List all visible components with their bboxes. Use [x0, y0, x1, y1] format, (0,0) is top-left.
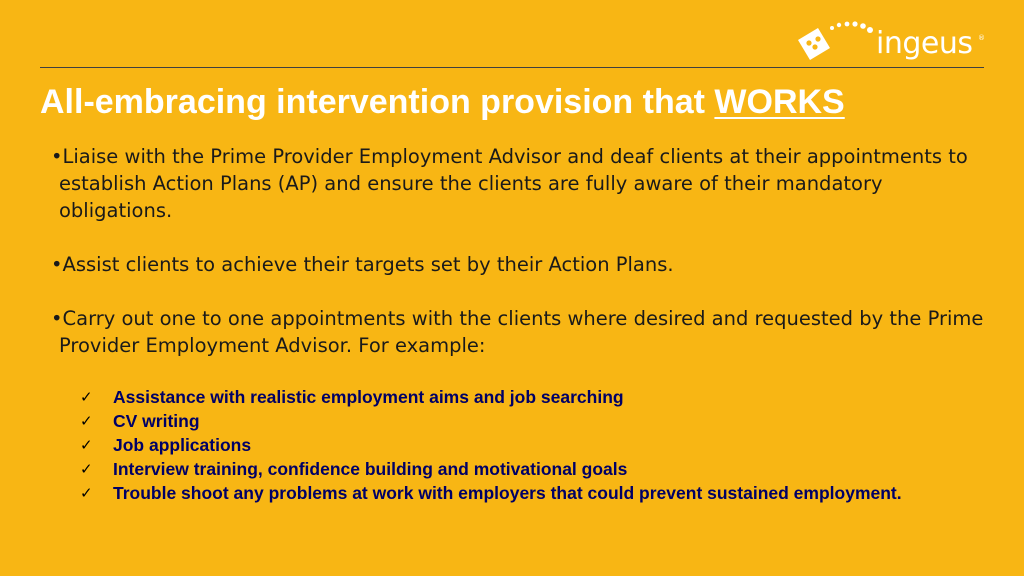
checklist: [80, 385, 920, 505]
ingeus-logo: [796, 20, 986, 66]
checkmark-icon: ✓: [80, 460, 93, 478]
checklist-item-text: Assistance with realistic employment aims and job searching: [113, 387, 624, 407]
bullet-item: •Assist clients to achieve their targets set by their Action Plans.: [51, 253, 674, 276]
slide-title-emphasis: WORKS: [714, 83, 845, 121]
logo-wordmark: ingeus: [876, 26, 973, 61]
checklist-item-text: CV writing: [113, 411, 200, 431]
header-divider: [40, 67, 984, 68]
checklist-item: [80, 433, 920, 457]
slide-title-main: All-embracing intervention provision that: [40, 83, 715, 121]
checkmark-icon: ✓: [80, 484, 93, 502]
checkmark-icon: ✓: [80, 388, 93, 406]
checklist-item: [80, 457, 920, 481]
checklist-item-text: Trouble shoot any problems at work with employers that could prevent sustained employment.: [113, 483, 902, 503]
bullet-item: •Carry out one to one appointments with the clients where desired and requested by the Prime Provider Employment Advisor. For example:: [51, 307, 984, 357]
slide-title: [40, 82, 1000, 122]
checklist-item: [80, 481, 920, 505]
checkmark-icon: ✓: [80, 436, 93, 454]
checkmark-icon: ✓: [80, 412, 93, 430]
checklist-item-text: Job applications: [113, 435, 252, 455]
checklist-item-text: Interview training, confidence building and motivational goals: [113, 459, 628, 479]
bullet-list: [51, 143, 991, 359]
checklist-item: [80, 409, 920, 433]
checklist-item: [80, 385, 920, 409]
registered-mark: ®: [978, 34, 985, 42]
bullet-item: •Liaise with the Prime Provider Employment Advisor and deaf clients at their appointments to establish Action Plans (AP) and ensure the clients are fully aware of their mandatory obligations.: [51, 145, 968, 222]
ingeus-logo-icon: [796, 20, 876, 66]
